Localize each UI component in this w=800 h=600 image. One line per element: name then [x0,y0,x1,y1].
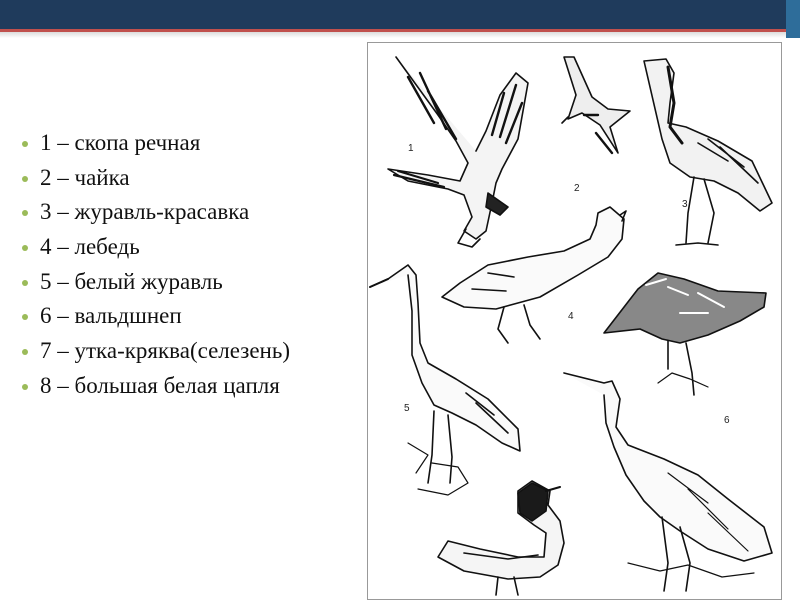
figure-label: 1 [408,143,414,154]
figure-label: 6 [724,415,730,426]
bird-list-item: 3 – журавль-красавка [20,195,290,230]
figure-label: 4 [568,311,574,322]
bird-list [20,126,290,404]
slide-header-shadow [0,32,800,38]
bird-list-item: 7 – утка-кряква(селезень) [20,334,290,369]
bird-list-item: 1 – скопа речная [20,126,290,161]
mallard-icon [438,481,564,595]
birds-illustration [367,42,782,600]
slide-header-bar [0,0,800,29]
bird-list-item: 4 – лебедь [20,230,290,265]
bird-list-item: 8 – большая белая цапля [20,369,290,404]
gull-icon [562,57,630,153]
bird-list-item: 6 – вальдшнеп [20,299,290,334]
slide-corner-accent [786,0,800,38]
woodcock-icon [604,273,766,395]
bird-list-item: 2 – чайка [20,161,290,196]
great-egret-icon [564,373,772,591]
figure-label: 3 [682,199,688,210]
demoiselle-crane-icon [644,59,772,245]
figure-label: 2 [574,183,580,194]
birds-drawing [368,43,782,600]
figure-label: 5 [404,403,410,414]
bird-list-item: 5 – белый журавль [20,265,290,300]
